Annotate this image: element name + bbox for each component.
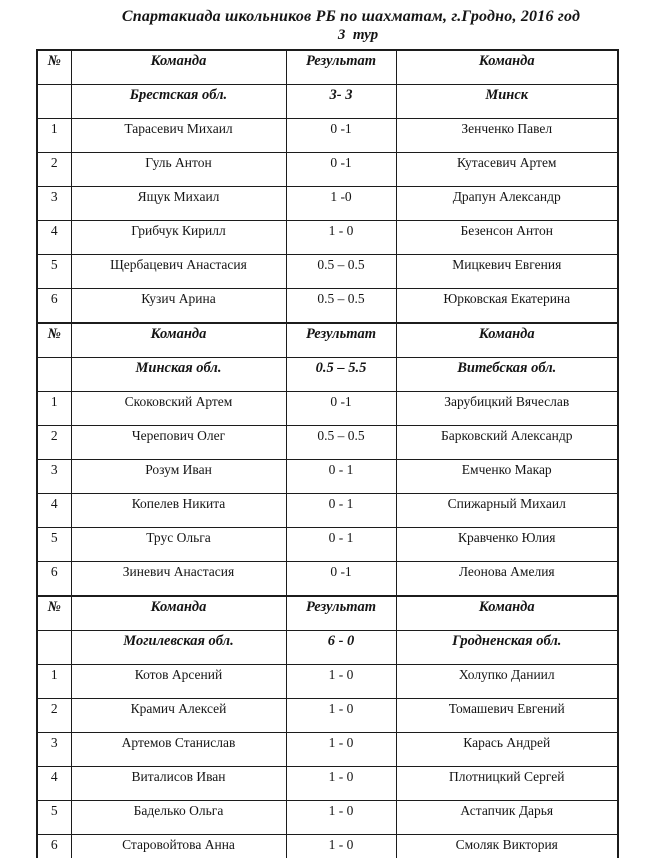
col-header-number: № xyxy=(37,596,71,631)
empty-cell xyxy=(37,85,71,119)
player-left: Гуль Антон xyxy=(71,153,286,187)
player-left: Скоковский Артем xyxy=(71,392,286,426)
board-row xyxy=(37,289,618,324)
board-result: 1 - 0 xyxy=(286,699,396,733)
board-result: 0 - 1 xyxy=(286,528,396,562)
board-number: 4 xyxy=(37,494,71,528)
board-row xyxy=(37,119,618,153)
board-number: 2 xyxy=(37,426,71,460)
team-right-name: Витебская обл. xyxy=(396,358,618,392)
player-right: Леонова Амелия xyxy=(396,562,618,597)
player-left: Баделько Ольга xyxy=(71,801,286,835)
col-header-team-left: Команда xyxy=(71,50,286,85)
team-summary-row xyxy=(37,85,618,119)
board-number: 2 xyxy=(37,153,71,187)
board-number: 6 xyxy=(37,835,71,858)
board-number: 6 xyxy=(37,289,71,324)
team-summary-row xyxy=(37,631,618,665)
player-left: Тарасевич Михаил xyxy=(71,119,286,153)
player-right: Зенченко Павел xyxy=(396,119,618,153)
player-left: Щербацевич Анастасия xyxy=(71,255,286,289)
board-number: 2 xyxy=(37,699,71,733)
col-header-team-right: Команда xyxy=(396,323,618,358)
team-right-name: Минск xyxy=(396,85,618,119)
player-left: Виталисов Иван xyxy=(71,767,286,801)
match-score: 0.5 – 5.5 xyxy=(286,358,396,392)
board-result: 0.5 – 0.5 xyxy=(286,289,396,324)
player-right: Смоляк Виктория xyxy=(396,835,618,858)
board-number: 5 xyxy=(37,255,71,289)
board-row xyxy=(37,426,618,460)
empty-cell xyxy=(37,631,71,665)
board-row xyxy=(37,699,618,733)
section-header-row xyxy=(37,323,618,358)
col-header-result: Результат xyxy=(286,596,396,631)
player-right: Барковский Александр xyxy=(396,426,618,460)
player-right: Кравченко Юлия xyxy=(396,528,618,562)
board-row xyxy=(37,665,618,699)
board-result: 1 - 0 xyxy=(286,733,396,767)
player-left: Ящук Михаил xyxy=(71,187,286,221)
col-header-number: № xyxy=(37,50,71,85)
player-right: Астапчик Дарья xyxy=(396,801,618,835)
player-right: Томашевич Евгений xyxy=(396,699,618,733)
board-number: 3 xyxy=(37,733,71,767)
board-result: 1 - 0 xyxy=(286,835,396,858)
player-right: Плотницкий Сергей xyxy=(396,767,618,801)
board-result: 0.5 – 0.5 xyxy=(286,426,396,460)
board-result: 1 - 0 xyxy=(286,801,396,835)
board-row xyxy=(37,460,618,494)
section-header-row xyxy=(37,596,618,631)
board-row xyxy=(37,733,618,767)
col-header-result: Результат xyxy=(286,323,396,358)
board-row xyxy=(37,801,618,835)
board-number: 1 xyxy=(37,392,71,426)
empty-cell xyxy=(37,358,71,392)
board-number: 5 xyxy=(37,528,71,562)
board-result: 0 - 1 xyxy=(286,494,396,528)
player-right: Кутасевич Артем xyxy=(396,153,618,187)
board-result: 1 -0 xyxy=(286,187,396,221)
col-header-team-left: Команда xyxy=(71,323,286,358)
match-score: 6 - 0 xyxy=(286,631,396,665)
board-row xyxy=(37,835,618,858)
player-right: Юрковская Екатерина xyxy=(396,289,618,324)
player-right: Карась Андрей xyxy=(396,733,618,767)
board-row xyxy=(37,153,618,187)
board-row xyxy=(37,494,618,528)
player-left: Розум Иван xyxy=(71,460,286,494)
player-left: Грибчук Кирилл xyxy=(71,221,286,255)
team-left-name: Могилевская обл. xyxy=(71,631,286,665)
board-result: 0 -1 xyxy=(286,392,396,426)
board-number: 1 xyxy=(37,119,71,153)
board-row xyxy=(37,187,618,221)
col-header-number: № xyxy=(37,323,71,358)
player-right: Безенсон Антон xyxy=(396,221,618,255)
board-result: 1 - 0 xyxy=(286,767,396,801)
player-left: Котов Арсений xyxy=(71,665,286,699)
match-score: 3- 3 xyxy=(286,85,396,119)
player-right: Драпун Александр xyxy=(396,187,618,221)
board-row xyxy=(37,562,618,597)
team-left-name: Минская обл. xyxy=(71,358,286,392)
board-number: 6 xyxy=(37,562,71,597)
board-number: 1 xyxy=(37,665,71,699)
board-result: 1 - 0 xyxy=(286,221,396,255)
board-row xyxy=(37,528,618,562)
board-row xyxy=(37,767,618,801)
team-summary-row xyxy=(37,358,618,392)
board-number: 4 xyxy=(37,767,71,801)
board-result: 0 -1 xyxy=(286,153,396,187)
player-left: Черепович Олег xyxy=(71,426,286,460)
player-left: Артемов Станислав xyxy=(71,733,286,767)
player-left: Кузич Арина xyxy=(71,289,286,324)
board-result: 0 -1 xyxy=(286,562,396,597)
team-left-name: Брестская обл. xyxy=(71,85,286,119)
col-header-team-right: Команда xyxy=(396,596,618,631)
document-title: Спартакиада школьников РБ по шахматам, г.Гродно, 2016 год xyxy=(121,8,581,25)
round-subtitle: 3 тур xyxy=(337,27,379,43)
board-number: 3 xyxy=(37,187,71,221)
player-right: Мицкевич Евгения xyxy=(396,255,618,289)
board-row xyxy=(37,255,618,289)
board-result: 0.5 – 0.5 xyxy=(286,255,396,289)
col-header-team-right: Команда xyxy=(396,50,618,85)
board-number: 4 xyxy=(37,221,71,255)
section-header-row xyxy=(37,50,618,85)
board-result: 0 -1 xyxy=(286,119,396,153)
board-row xyxy=(37,392,618,426)
player-left: Старовойтова Анна xyxy=(71,835,286,858)
player-left: Крамич Алексей xyxy=(71,699,286,733)
player-right: Спижарный Михаил xyxy=(396,494,618,528)
col-header-result: Результат xyxy=(286,50,396,85)
results-table xyxy=(36,49,619,858)
board-number: 3 xyxy=(37,460,71,494)
player-right: Зарубицкий Вячеслав xyxy=(396,392,618,426)
player-left: Зиневич Анастасия xyxy=(71,562,286,597)
board-result: 1 - 0 xyxy=(286,665,396,699)
player-right: Емченко Макар xyxy=(396,460,618,494)
team-right-name: Гродненская обл. xyxy=(396,631,618,665)
board-row xyxy=(37,221,618,255)
board-number: 5 xyxy=(37,801,71,835)
player-left: Копелев Никита xyxy=(71,494,286,528)
player-right: Холупко Даниил xyxy=(396,665,618,699)
board-result: 0 - 1 xyxy=(286,460,396,494)
col-header-team-left: Команда xyxy=(71,596,286,631)
player-left: Трус Ольга xyxy=(71,528,286,562)
